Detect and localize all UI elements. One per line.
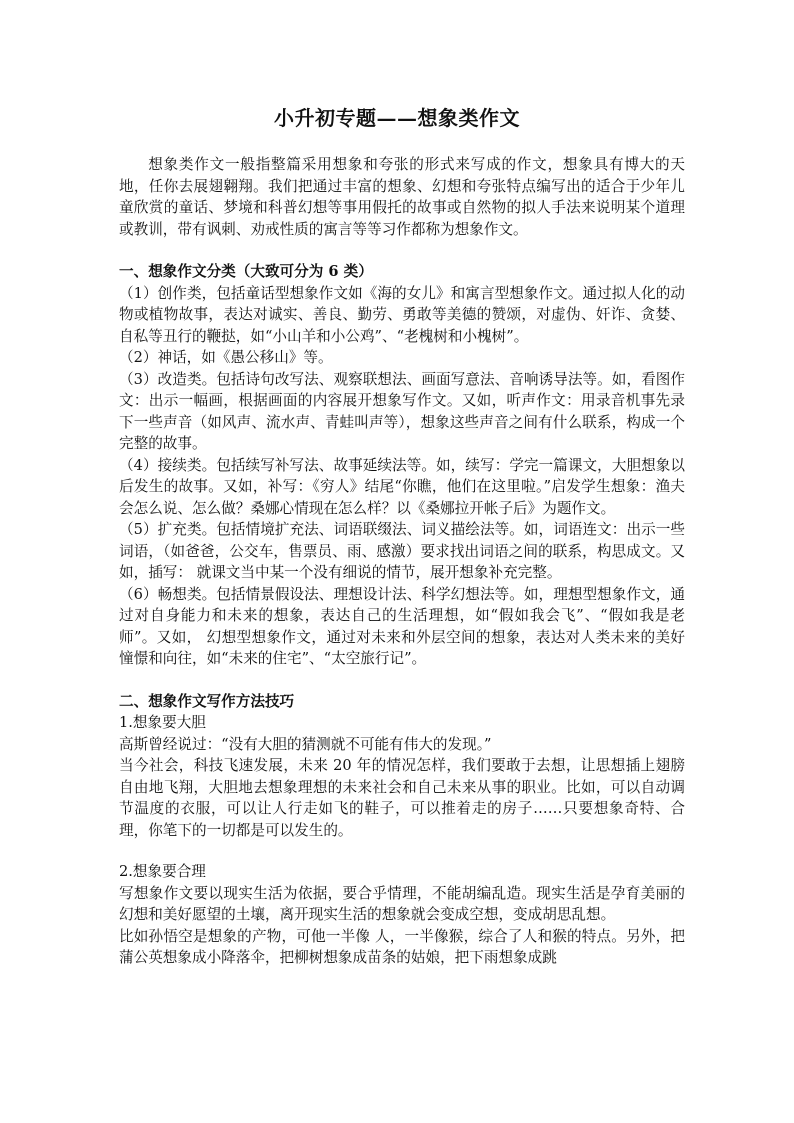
- section1-item-1: （1）创作类，包括童话型想象作文如《海的女儿》和寓言型想象作文。通过拟人化的动物或植物故事，表达对诚实、善良、勤劳、勇敢等美德的赞颂，对虚伪、奸诈、贪婪、自私等丑行的鞭挞，如“小山羊和小公鸡”、“老槐树和小槐树”。: [119, 284, 685, 345]
- section1-item-2: （2）神话，如《愚公移山》等。: [119, 349, 333, 366]
- section1-heading: 一、想象作文分类（大致可分为 6 类）: [119, 263, 373, 280]
- spacer: [119, 670, 685, 691]
- section2-sub1-body: 当今社会，科技飞速发展，未来 20 年的情况怎样，我们要敢于去想，让思想插上翅膀自由地飞翔，大胆地去想象理想的未来社会和自己未来从事的职业。比如，可以自动调节温度的衣服，可以让人行走如飞的鞋子，可以推着走的房子……只要想象奇特、合理，你笔下的一切都是可以发生的。: [119, 757, 685, 839]
- section1-item-6: （6）畅想类。包括情景假设法、理想设计法、科学幻想法等。如，理想型想象作文，通过对自身能力和未来的想象，表达自己的生活理想，如“假如我会飞”、“假如我是老师”。又如， 幻想型想象作文，通过对未来和外层空间的想象，表达对人类未来的美好憧憬和向往，如“未来的住宅”、“太空旅行记”。: [119, 585, 685, 667]
- spacer: [119, 841, 685, 861]
- section2-sub1-title: 1.想象要大胆: [119, 714, 206, 731]
- document-title: 小升初专题——想象类作文: [274, 106, 520, 130]
- section2-sub2-example: 比如孙悟空是想象的产物，可他一半像 人，一半像猴，综合了人和猴的特点。另外，把蒲公英想象成小降落伞，把柳树想象成苗条的姑娘，把下雨想象成跳: [119, 927, 685, 966]
- section1-item-3: （3）改造类。包括诗句改写法、观察联想法、画面写意法、音响诱导法等。如，看图作文：出示一幅画，根据画面的内容展开想象写作文。又如，听声作文：用录音机事先录下一些声音（如风声、流水声、青蛙叫声等），想象这些声音之间有什么联系，构成一个完整的故事。: [119, 370, 685, 452]
- section2-sub2-body: 写想象作文要以现实生活为依据，要合乎情理，不能胡编乱造。现实生活是孕育美丽的幻想和美好愿望的土壤，离开现实生活的想象就会变成空想，变成胡思乱想。: [119, 884, 685, 923]
- intro-paragraph: 想象类作文一般指整篇采用想象和夸张的形式来写成的作文，想象具有博大的天地，任你去展翅翱翔。我们把通过丰富的想象、幻想和夸张特点编写出的适合于少年儿童欣赏的童话、梦境和科普幻想等事用假托的故事或自然物的拟人手法来说明某个道理或教训，带有讽刺、劝戒性质的寓言等等习作都称为想象作文。: [119, 156, 685, 238]
- section2-sub1-quote: 高斯曾经说过：“没有大胆的猜测就不可能有伟大的发现。”: [119, 735, 492, 753]
- section1-item-4: （4）接续类。包括续写补写法、故事延续法等。如，续写：学完一篇课文，大胆想象以后发生的故事。又如，补写：《穷人》结尾“你瞧，他们在这里啦。”启发学生想象：渔夫会怎么说、怎么做？桑娜心情现在怎么样？以《桑娜拉开帐子后》为题作文。: [119, 456, 685, 517]
- section2-heading: 二、想象作文写作方法技巧: [119, 692, 295, 710]
- document-body: [119, 154, 685, 969]
- section2-sub2-title: 2.想象要合理: [119, 863, 206, 880]
- section1-item-5: （5）扩充类。包括情境扩充法、词语联缀法、词义描绘法等。如，词语连文：出示一些词语，（如爸爸，公交车，售票员、雨、感激）要求找出词语之间的联系，构思成文。又如，插写： 就课文当中某一个没有细说的情节，展开想象补充完整。: [119, 521, 685, 581]
- spacer: [119, 240, 685, 261]
